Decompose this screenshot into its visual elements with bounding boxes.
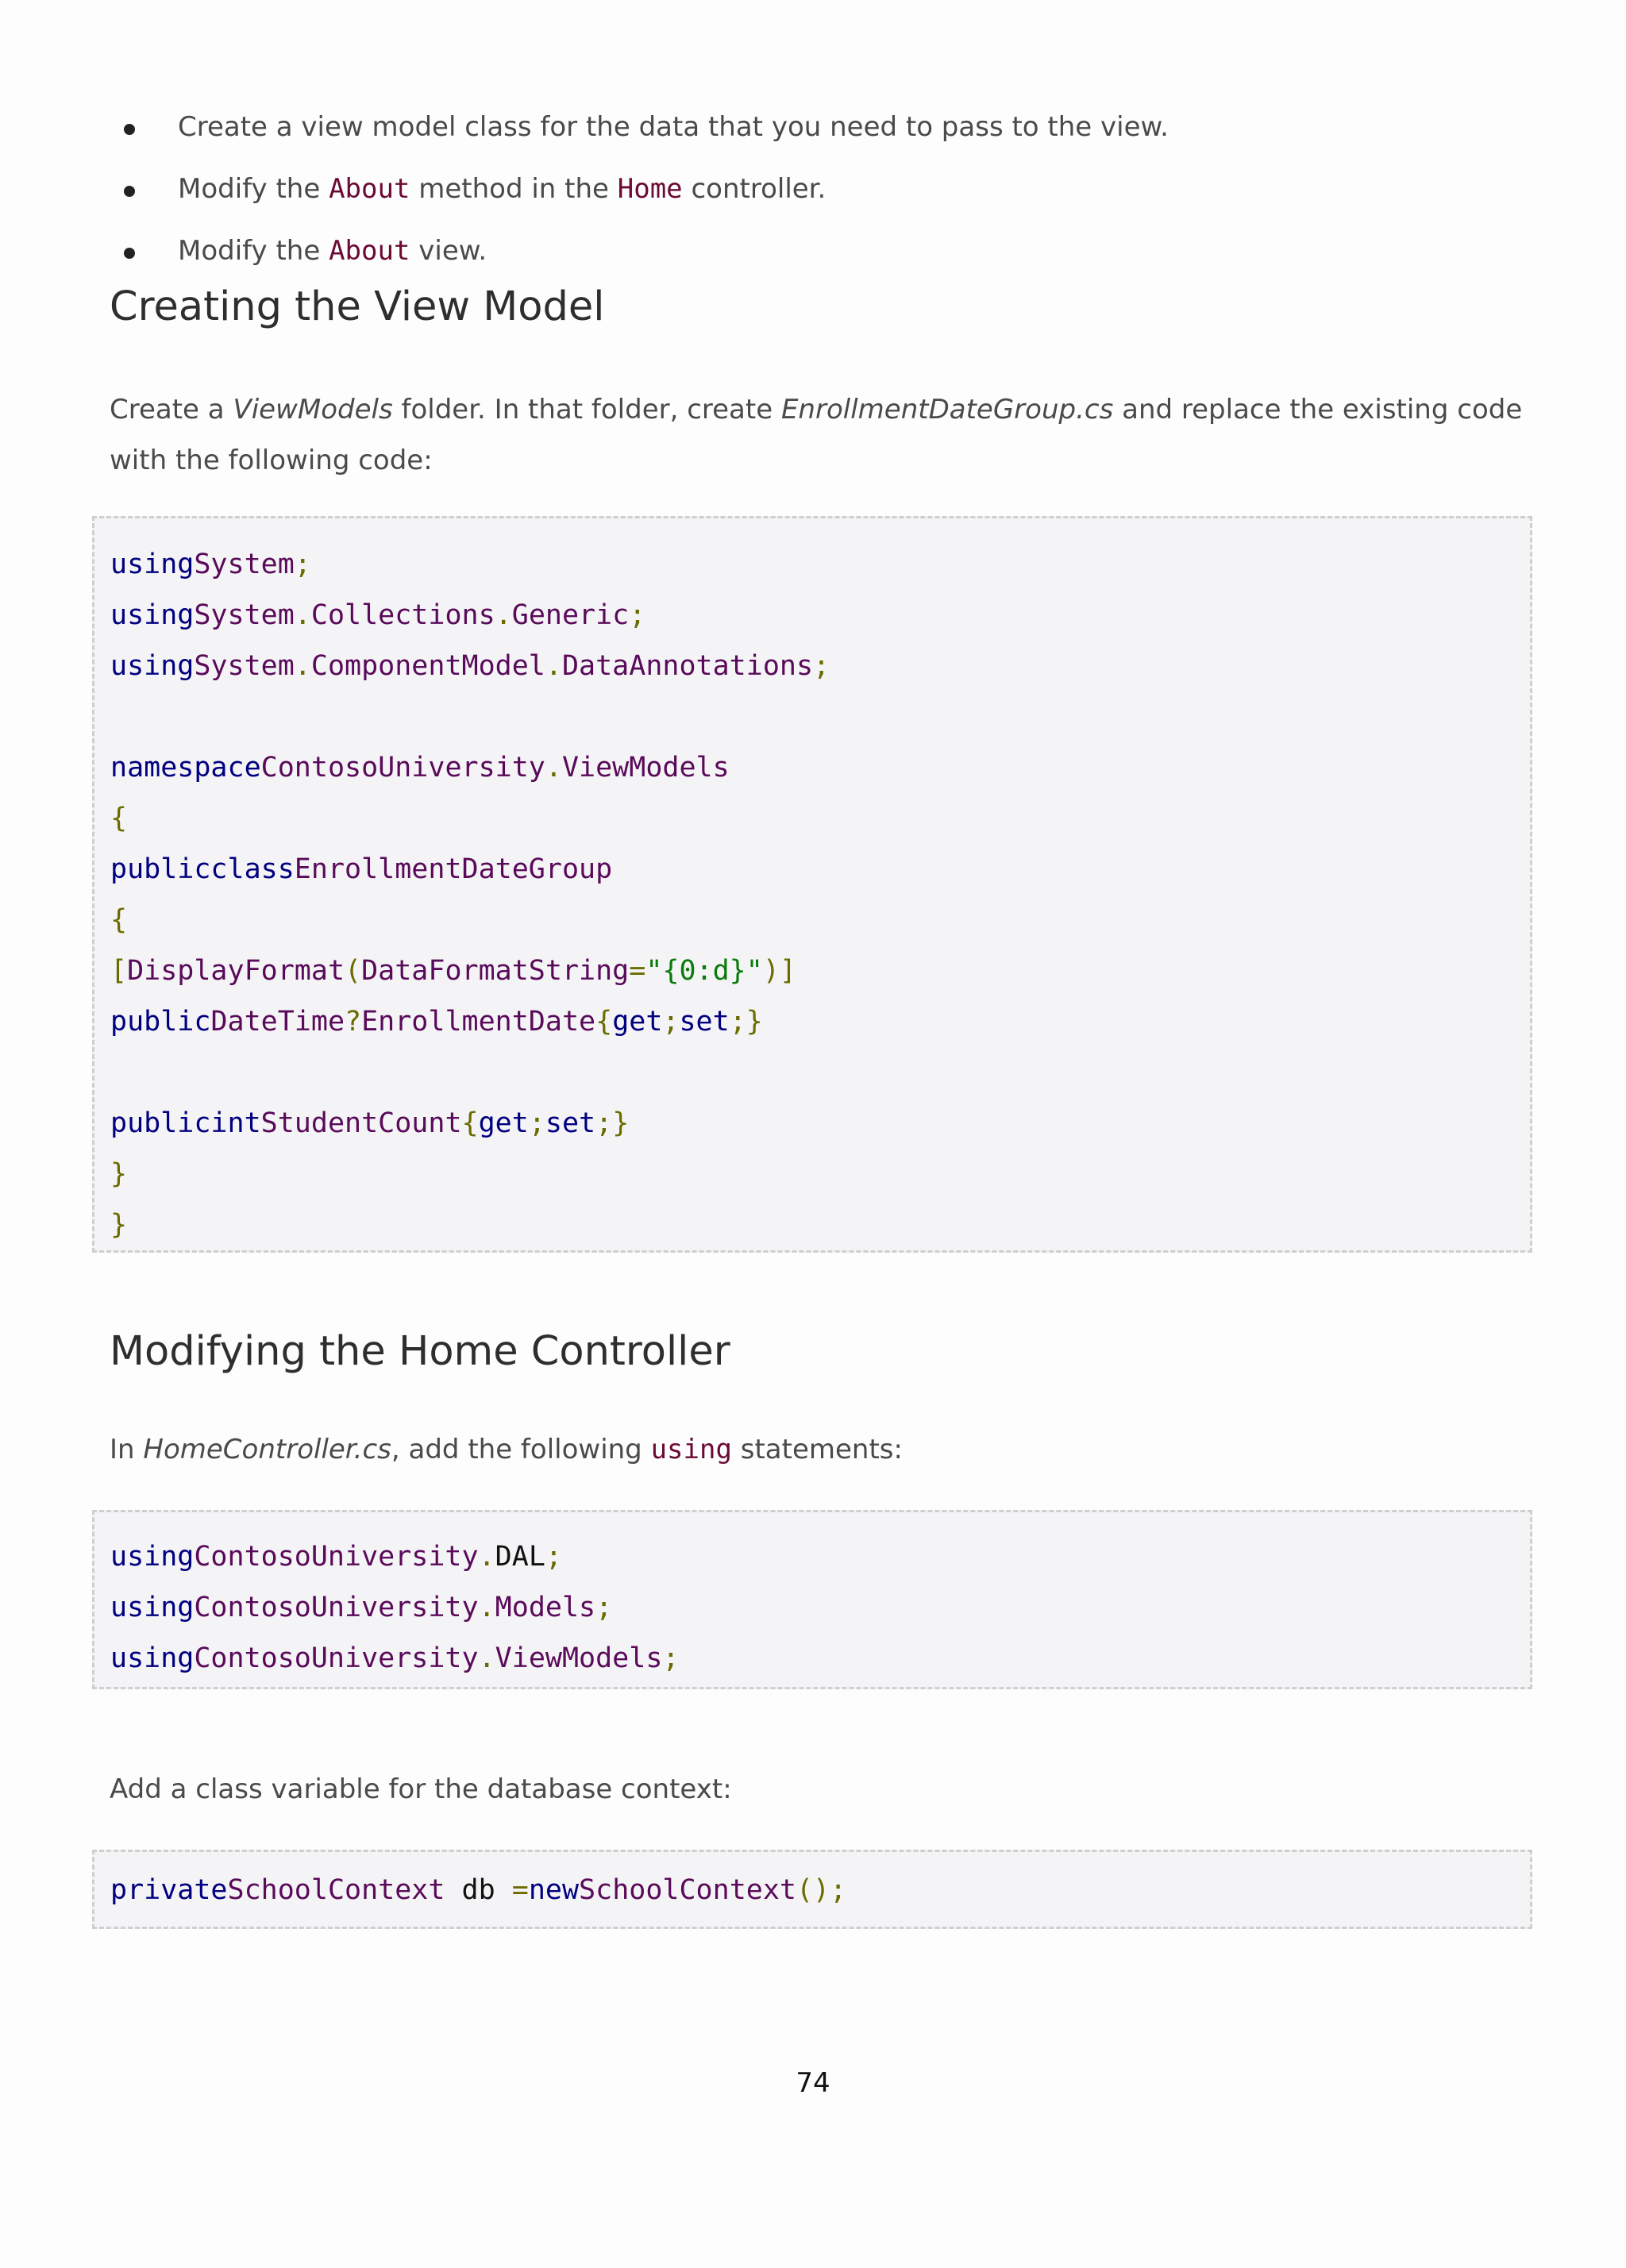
bullet-dot (124, 124, 135, 135)
code-token: ViewModels (561, 752, 730, 784)
code-token: ContosoUniversity (194, 1592, 479, 1623)
bullet-dot (124, 248, 135, 259)
code-line (110, 1098, 1530, 1149)
code-token: ContosoUniversity (194, 1541, 479, 1573)
code-line (110, 1865, 1530, 1916)
code-token: ; (813, 650, 830, 682)
code-token: } (110, 1209, 128, 1241)
code-block (92, 1850, 1532, 1929)
code-token: using (110, 549, 195, 580)
italic-text: EnrollmentDateGroup.cs (780, 394, 1114, 425)
code-token: { (461, 1107, 479, 1139)
code-token: { (595, 1006, 613, 1038)
code-token: ; (662, 1006, 680, 1038)
code-token: { (110, 803, 128, 834)
code-token: ; (595, 1592, 613, 1623)
italic-text: ViewModels (233, 394, 393, 425)
code-token: db (445, 1874, 512, 1906)
code-token: )] (762, 955, 796, 987)
code-token: using (110, 1541, 195, 1573)
code-line (110, 641, 1530, 691)
code-token: DataFormatString (361, 955, 630, 987)
code-token: DataAnnotations (561, 650, 814, 682)
code-token: ; (545, 1541, 562, 1573)
code-token: DAL (495, 1541, 545, 1573)
code-token: Generic (511, 599, 630, 631)
code-token: [ (110, 955, 128, 987)
code-line (110, 742, 1530, 793)
code-line (110, 590, 1530, 641)
bullet-text: Modify the (178, 235, 329, 267)
code-line (110, 1633, 1530, 1684)
text: , add the following (391, 1434, 651, 1465)
code-line (110, 895, 1530, 945)
bullet-item (119, 106, 1169, 168)
text: folder. In that folder, create (392, 394, 781, 425)
bullet-text: Modify the (178, 173, 329, 205)
text: statements: (731, 1434, 903, 1465)
code-token: using (110, 1592, 195, 1623)
bullet-dot (124, 186, 135, 197)
code-token: ;} (729, 1006, 763, 1038)
code-token: SchoolContext (227, 1874, 445, 1906)
bullet-text: view. (410, 235, 487, 267)
code-token: private (110, 1874, 228, 1906)
code-token: set (679, 1006, 730, 1038)
code-token: { (110, 904, 128, 936)
code-token: ContosoUniversity (194, 1642, 479, 1674)
text: In (110, 1434, 144, 1465)
code-token: StudentCount (260, 1107, 462, 1139)
inline-code: Home (617, 173, 683, 205)
code-token: public (110, 1006, 211, 1038)
code-token: . (294, 650, 311, 682)
bullet-item (119, 168, 1169, 230)
code-token: System (194, 599, 295, 631)
code-token: EnrollmentDateGroup (294, 853, 613, 885)
code-token: get (478, 1107, 529, 1139)
code-token: Models (495, 1592, 596, 1623)
code-line (110, 945, 1530, 996)
code-token: ; (528, 1107, 545, 1139)
code-token: Collections (310, 599, 495, 631)
inline-code: About (329, 173, 410, 205)
code-token: ; (629, 599, 646, 631)
page-number: 74 (796, 2067, 830, 2099)
paragraph: Add a class variable for the database context: (110, 1773, 732, 1805)
code-token: } (110, 1158, 128, 1190)
code-token: ViewModels (495, 1642, 663, 1674)
code-line (110, 996, 1530, 1047)
inline-code: using (650, 1434, 732, 1465)
code-token: . (478, 1592, 495, 1623)
code-token: ; (662, 1642, 680, 1674)
code-token: ; (294, 549, 311, 580)
code-token: new (528, 1874, 580, 1906)
inline-code: About (329, 235, 410, 267)
code-token: publicclass (110, 853, 295, 885)
code-token: . (478, 1642, 495, 1674)
code-token: SchoolContext (579, 1874, 796, 1906)
code-token: namespace (110, 752, 261, 784)
code-token: = (629, 955, 646, 987)
code-line (110, 1199, 1530, 1250)
code-token: get (612, 1006, 663, 1038)
code-token: ComponentModel (310, 650, 545, 682)
code-line (110, 793, 1530, 844)
bullet-text: method in the (410, 173, 618, 205)
code-line (110, 1047, 1530, 1098)
code-token: System (194, 650, 295, 682)
bullet-text: controller. (682, 173, 826, 205)
code-token: EnrollmentDate (361, 1006, 596, 1038)
code-token: using (110, 599, 195, 631)
code-token: System (194, 549, 295, 580)
text: and replace the existing code with the following code: (110, 394, 1523, 476)
code-token: "{0:d}" (645, 955, 763, 987)
code-line (110, 539, 1530, 590)
code-block (92, 1510, 1532, 1689)
code-token: . (545, 752, 562, 784)
bullet-list (119, 106, 1169, 292)
code-token: ? (345, 1006, 362, 1038)
code-token: set (545, 1107, 596, 1139)
code-line (110, 1149, 1530, 1199)
paragraph (110, 1424, 1523, 1475)
code-token: = (511, 1874, 529, 1906)
code-token: ContosoUniversity (260, 752, 545, 784)
code-token: . (495, 599, 512, 631)
bullet-text: Create a view model class for the data that you need to pass to the view. (178, 111, 1169, 143)
code-token: DisplayFormat (127, 955, 345, 987)
paragraph (110, 384, 1523, 486)
section-heading: Creating the View Model (110, 283, 605, 330)
code-token: publicint (110, 1107, 261, 1139)
code-line (110, 1582, 1530, 1633)
code-token: ( (345, 955, 362, 987)
code-token: . (545, 650, 562, 682)
text: Create a (110, 394, 233, 425)
code-token: (); (796, 1874, 847, 1906)
code-token: ;} (595, 1107, 630, 1139)
italic-text: HomeController.cs (143, 1434, 391, 1465)
code-token: using (110, 1642, 195, 1674)
code-line (110, 844, 1530, 895)
section-heading: Modifying the Home Controller (110, 1328, 730, 1375)
code-token: . (478, 1541, 495, 1573)
code-block (92, 516, 1532, 1253)
code-line (110, 1531, 1530, 1582)
code-token: DateTime (210, 1006, 345, 1038)
code-token: using (110, 650, 195, 682)
code-token: . (294, 599, 311, 631)
code-line (110, 691, 1530, 742)
